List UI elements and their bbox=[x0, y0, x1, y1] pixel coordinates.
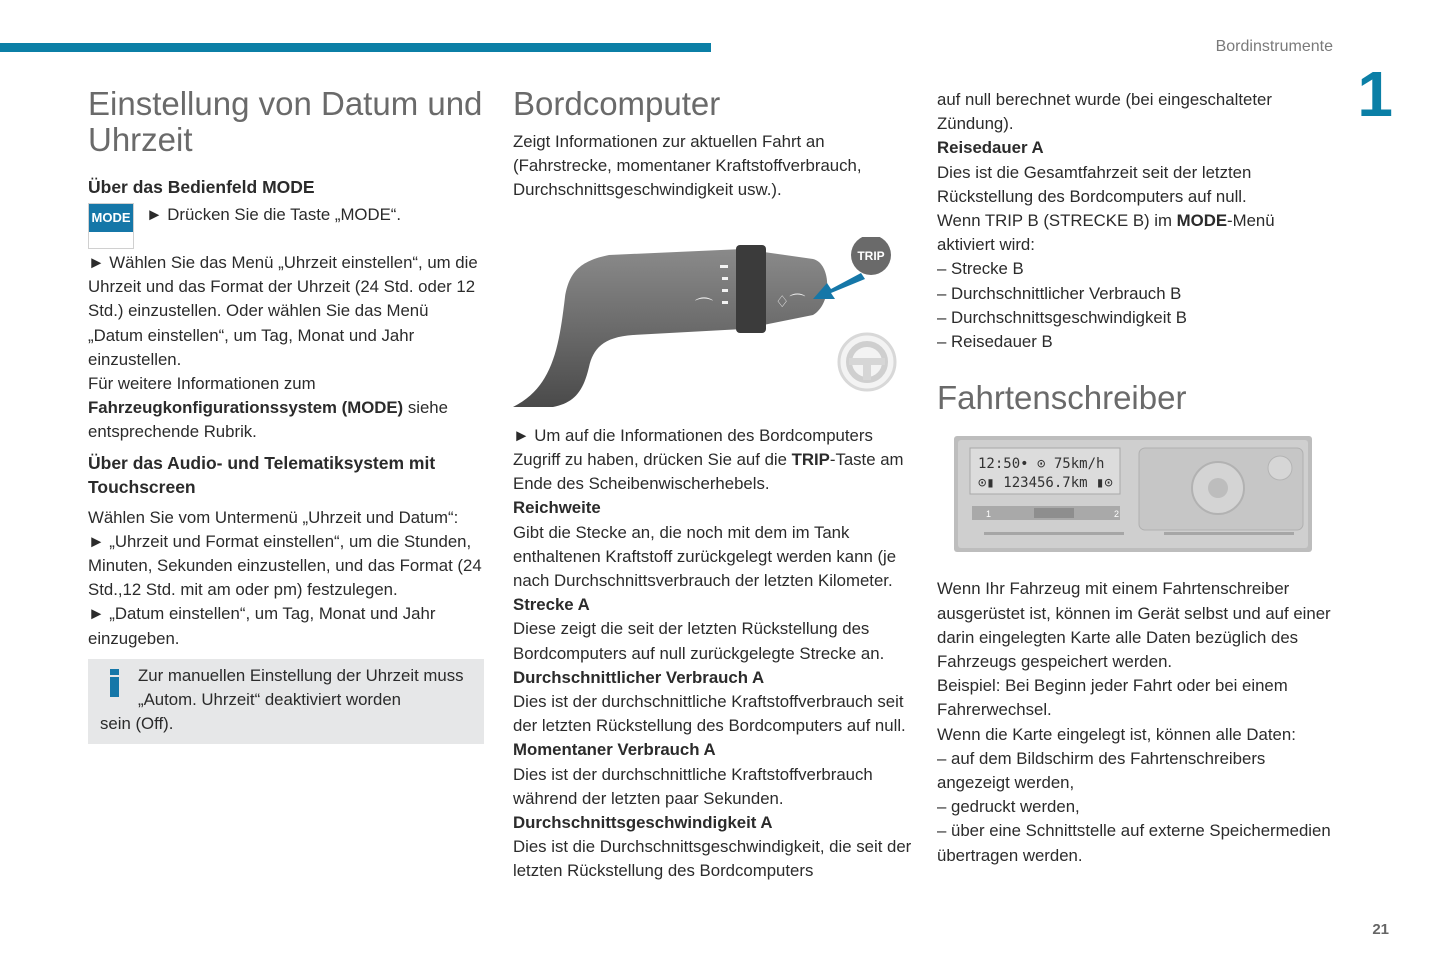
chapter-number: 1 bbox=[1357, 58, 1393, 130]
paragraph-trip-access bbox=[513, 424, 913, 497]
svg-text:♢⌒: ♢⌒ bbox=[775, 291, 806, 311]
paragraph-continued: auf null berechnet wurde (bei eingeschalteter Zündung). bbox=[937, 90, 1272, 134]
tacho-eject-button bbox=[1268, 456, 1292, 480]
trip-access-suffix: -Taste am Ende des Scheibenwischerhebels. bbox=[513, 450, 904, 494]
paragraph-tacho-example: Beispiel: Bei Beginn jeder Fahrt oder bei einem Fahrerwechsel. bbox=[937, 676, 1288, 720]
paragraph-range: Gibt die Stecke an, die noch mit dem im Tank enthaltenen Kraftstoff zurückgelegt werden kann (je nach Durchschnittsverbrauch der letzten Kilometer. bbox=[513, 522, 897, 591]
mode-button-label: MODE bbox=[89, 204, 133, 232]
list-item: – über eine Schnittstelle auf externe Speichermedien übertragen werden. bbox=[937, 821, 1331, 865]
paragraph-distance-a: Diese zeigt die seit der letzten Rückstellung des Bordcomputers auf null zurückgelegte Strecke an. bbox=[513, 619, 885, 663]
trip-b-text: Wenn TRIP B (STRECKE B) im bbox=[937, 211, 1177, 231]
svg-text:⌒: ⌒ bbox=[695, 296, 713, 318]
list-item: – Strecke B bbox=[937, 259, 1024, 279]
more-info-bold: Fahrzeugkonfigurationssystem (MODE) bbox=[88, 398, 404, 418]
trip-b-suffix: -Menü aktiviert wird: bbox=[937, 211, 1275, 255]
paragraph-intro: Zeigt Informationen zur aktuellen Fahrt an (Fahrstrecke, momentaner Kraftstoffverbrauch, Durchschnittsgeschwindigkeit usw.). bbox=[513, 132, 862, 200]
heading-avg-speed-a: Durchschnittsgeschwindigkeit A bbox=[513, 813, 773, 833]
mode-button-icon bbox=[88, 203, 134, 249]
info-text-line1: Zur manuellen Einstellung der Uhrzeit muss „Autom. Uhrzeit“ deaktiviert worden bbox=[138, 665, 464, 710]
heading-tachograph: Fahrtenschreiber bbox=[937, 379, 1187, 417]
column-continued bbox=[937, 88, 1332, 868]
paragraph-date-set: ► „Datum einstellen“, um Tag, Monat und Jahr einzugeben. bbox=[88, 604, 436, 648]
trip-access-text: ► Um auf die Informationen des Bordcomputers Zugriff zu haben, drücken Sie auf die bbox=[513, 425, 873, 470]
column-trip-computer bbox=[513, 86, 913, 884]
list-item: – gedruckt werden, bbox=[937, 797, 1080, 817]
paragraph-menu-select: ► Wählen Sie das Menü „Uhrzeit einstellen“, um die Uhrzeit und das Format der Uhrzeit (24 Std. oder 12 Std.) einzustellen. Oder wählen Sie das Menü „Datum einstellen“, um Tag, Monat und Jahr einzustellen. bbox=[88, 253, 478, 369]
info-icon bbox=[110, 669, 120, 699]
paragraph-tacho-intro: Wenn Ihr Fahrzeug mit einem Fahrtenschreiber ausgerüstet ist, können im Gerät selbst und auf einer darin eingelegten Karte alle Daten bezüglich des Fahrzeugs gespeichert werden. bbox=[937, 579, 1331, 672]
list-item: – Durchschnittsgeschwindigkeit B bbox=[937, 307, 1187, 327]
paragraph-more-info bbox=[88, 372, 484, 445]
heading-avg-consumption-a: Durchschnittlicher Verbrauch A bbox=[513, 667, 765, 687]
top-accent-bar bbox=[0, 43, 711, 52]
tachograph-illustration bbox=[954, 436, 1312, 552]
paragraph-submenu: Wählen Sie vom Untermenü „Uhrzeit und Datum“: bbox=[88, 507, 459, 527]
list-item: – Reisedauer B bbox=[937, 332, 1053, 352]
paragraph-avg-speed-a: Dies ist die Durchschnittsgeschwindigkeit, die seit der letzten Rückstellung des Bordcomputers bbox=[513, 837, 912, 881]
heading-travel-time-a: Reisedauer A bbox=[937, 138, 1044, 158]
paragraph-trip-b bbox=[937, 209, 1332, 257]
steering-wheel-icon bbox=[839, 334, 895, 390]
more-info-text: Für weitere Informationen zum bbox=[88, 374, 316, 394]
heading-range: Reichweite bbox=[513, 498, 601, 518]
tacho-slot-1: 1 bbox=[986, 509, 992, 520]
paragraph-time-format: ► „Uhrzeit und Format einstellen“, um die Stunden, Minuten, Sekunden einzustellen, und das Format (24 Std.,12 Std. mit am oder pm) festzulegen. bbox=[88, 531, 482, 600]
heading-date-time: Einstellung von Datum und Uhrzeit bbox=[88, 85, 483, 158]
trip-access-bold: TRIP bbox=[791, 450, 830, 470]
heading-current-consumption-a: Momentaner Verbrauch A bbox=[513, 740, 716, 760]
mode-instruction-text: ► Drücken Sie die Taste „MODE“. bbox=[146, 205, 402, 224]
trip-b-bold: MODE bbox=[1176, 211, 1228, 231]
section-title: Bordinstrumente bbox=[1215, 38, 1333, 55]
more-info-suffix: siehe entsprechende Rubrik. bbox=[88, 398, 448, 442]
subheading-mode-panel: Über das Bedienfeld MODE bbox=[88, 177, 315, 197]
page-number: 21 bbox=[1372, 921, 1389, 938]
info-box bbox=[88, 659, 484, 745]
trip-icon-label: TRIP bbox=[857, 248, 885, 263]
paragraph-tacho-card: Wenn die Karte eingelegt ist, können alle Daten: bbox=[937, 724, 1296, 744]
subheading-audio-system: Über das Audio- und Telematiksystem mit Touchscreen bbox=[88, 452, 436, 497]
tacho-slot-2: 2 bbox=[1114, 509, 1120, 520]
heading-distance-a: Strecke A bbox=[513, 595, 590, 615]
wiper-lever-illustration bbox=[513, 237, 897, 407]
mode-instruction bbox=[88, 203, 484, 251]
tacho-display-line1: 12:50• ⊙ 75km/h bbox=[978, 456, 1105, 473]
column-date-time bbox=[88, 86, 484, 744]
list-item: – Durchschnittlicher Verbrauch B bbox=[937, 283, 1182, 303]
tacho-display-line2: ⊙▮ 123456.7km ▮⊙ bbox=[978, 475, 1113, 492]
info-text-line2: sein (Off). bbox=[100, 714, 174, 734]
list-item: – auf dem Bildschirm des Fahrtenschreibers angezeigt werden, bbox=[937, 748, 1266, 793]
paragraph-current-consumption-a: Dies ist der durchschnittliche Kraftstoffverbrauch während der letzten paar Sekunden. bbox=[513, 764, 873, 808]
heading-trip-computer: Bordcomputer bbox=[513, 85, 721, 122]
paragraph-avg-consumption-a: Dies ist der durchschnittliche Kraftstoffverbrauch seit der letzten Rückstellung des Bordcomputers auf null. bbox=[513, 692, 906, 736]
paragraph-travel-time-a: Dies ist die Gesamtfahrzeit seit der letzten Rückstellung des Bordcomputers auf null. bbox=[937, 162, 1252, 206]
